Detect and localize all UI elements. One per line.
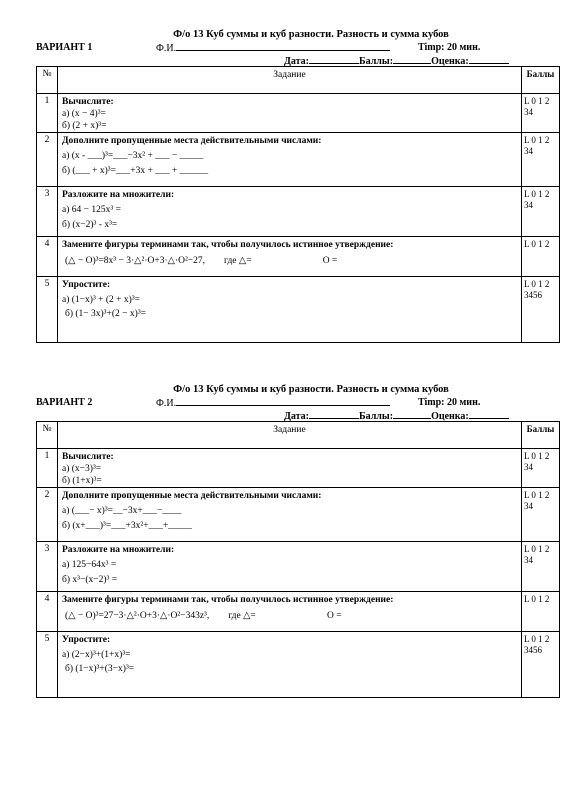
table-row <box>37 449 560 488</box>
task-table <box>36 66 560 343</box>
task-cell <box>58 632 522 698</box>
header-num: № <box>37 422 58 449</box>
table-row <box>37 187 560 237</box>
task-item: б) (x−2)³ - x³= <box>62 220 118 230</box>
student-info-row <box>36 396 546 409</box>
points-cell: L 0 1 2 <box>522 592 560 632</box>
worksheet-title: Ф/о 13 Куб суммы и куб разности. Разность и сумма кубов <box>173 29 449 40</box>
grade-label: Оценка: <box>431 411 469 422</box>
grade-label: Оценка: <box>431 56 469 67</box>
task-cell <box>58 277 522 343</box>
task-item: а) 125−64x³ = <box>62 560 117 570</box>
date-score-row <box>36 54 546 66</box>
header-num: № <box>37 67 58 94</box>
task-title: Вычислите: <box>62 97 114 107</box>
name-line <box>176 41 390 51</box>
date-line <box>309 409 359 419</box>
task-number: 5 <box>37 277 58 343</box>
name-field <box>156 396 390 410</box>
table-header-row <box>37 67 560 94</box>
variant-label: ВАРИАНТ 2 <box>36 397 93 408</box>
date-line <box>309 54 359 64</box>
task-number: 5 <box>37 632 58 698</box>
table-row <box>37 237 560 277</box>
task-number: 4 <box>37 237 58 277</box>
task-title: Разложите на множители: <box>62 545 175 555</box>
task-cell <box>58 592 522 632</box>
table-row <box>37 488 560 542</box>
task-item: а) (x−3)³= <box>62 464 102 474</box>
points-cell: L 0 1 2 34 <box>522 133 560 187</box>
task-item: а) (x − 4)³= <box>62 109 106 119</box>
task-item: б) (1− 3x)³+(2 − x)³= <box>65 309 147 319</box>
task-item: а) (___− x)³=__−3x+___−____ <box>62 506 182 516</box>
time-label: Timp: 20 мин. <box>418 42 481 53</box>
task-cell <box>58 94 522 133</box>
task-item: б) (x+___)³=___+3x²+___+_____ <box>62 521 192 531</box>
date-label: Дата: <box>284 411 309 422</box>
task-table <box>36 421 560 698</box>
table-row <box>37 133 560 187</box>
task-number: 4 <box>37 592 58 632</box>
task-title: Дополните пропущенные места действительными числами: <box>62 491 322 501</box>
time-label: Timp: 20 мин. <box>418 397 481 408</box>
points-cell: L 0 1 2 <box>522 237 560 277</box>
header-points: Баллы <box>522 422 560 449</box>
task-item: а) (1−x)³ + (2 + x)³= <box>62 295 141 305</box>
table-row <box>37 632 560 698</box>
task-number: 1 <box>37 94 58 133</box>
task-cell <box>58 133 522 187</box>
grade-line <box>469 54 509 64</box>
task-number: 2 <box>37 133 58 187</box>
score-label: Баллы: <box>359 411 394 422</box>
task-number: 3 <box>37 542 58 592</box>
name-line <box>176 396 390 406</box>
table-row <box>37 542 560 592</box>
task-title: Замените фигуры терминами так, чтобы получилось истинное утверждение: <box>62 595 394 605</box>
task-number: 2 <box>37 488 58 542</box>
variant-1-block <box>36 28 555 343</box>
task-number: 1 <box>37 449 58 488</box>
name-field <box>156 41 390 55</box>
task-item: б) (1+x)³= <box>62 476 102 486</box>
table-header-row <box>37 422 560 449</box>
task-item: (△ − O)³=27−3·△²·O+3·△·O²−343z³, где △= O = <box>65 611 342 621</box>
variant-label: ВАРИАНТ 1 <box>36 42 93 53</box>
header-points: Баллы <box>522 67 560 94</box>
task-cell <box>58 488 522 542</box>
table-row <box>37 94 560 133</box>
date-label: Дата: <box>284 56 309 67</box>
points-cell: L 0 1 2 3456 <box>522 277 560 343</box>
task-title: Замените фигуры терминами так, чтобы получилось истинное утверждение: <box>62 240 394 250</box>
task-title: Упростите: <box>62 280 111 290</box>
header-task: Задание <box>58 67 522 94</box>
points-cell: L 0 1 2 34 <box>522 488 560 542</box>
task-cell <box>58 542 522 592</box>
points-cell: L 0 1 2 34 <box>522 542 560 592</box>
points-cell: L 0 1 2 34 <box>522 94 560 133</box>
task-item: а) (2−x)³+(1+x)³= <box>62 650 131 660</box>
task-item: б) x³−(x−2)³ = <box>62 575 118 585</box>
score-label: Баллы: <box>359 56 394 67</box>
grade-line <box>469 409 509 419</box>
points-cell: L 0 1 2 3456 <box>522 632 560 698</box>
student-info-row <box>36 41 546 54</box>
task-number: 3 <box>37 187 58 237</box>
task-item: (△ − O)³=8x³ − 3·△²·O+3·△·O²−27, где △= O = <box>65 256 338 266</box>
task-title: Разложите на множители: <box>62 190 175 200</box>
task-item: б) (___ + x)³=___+3x + ___ + ______ <box>62 166 209 176</box>
table-row <box>37 592 560 632</box>
date-score-row <box>36 409 546 421</box>
table-row <box>37 277 560 343</box>
variant-2-block <box>36 383 555 698</box>
task-cell <box>58 449 522 488</box>
worksheet-title: Ф/о 13 Куб суммы и куб разности. Разность и сумма кубов <box>173 384 449 395</box>
points-cell: L 0 1 2 34 <box>522 187 560 237</box>
name-label: Ф.И. <box>156 43 177 54</box>
score-line <box>393 409 431 419</box>
name-label: Ф.И. <box>156 398 177 409</box>
task-item: б) (2 + x)³= <box>62 121 107 131</box>
points-cell: L 0 1 2 34 <box>522 449 560 488</box>
header-task: Задание <box>58 422 522 449</box>
task-title: Вычислите: <box>62 452 114 462</box>
task-item: а) (x - ___)³=___−3x² + ___ − _____ <box>62 151 204 161</box>
task-item: а) 64 − 125x³ = <box>62 205 121 215</box>
task-title: Дополните пропущенные места действительными числами: <box>62 136 322 146</box>
task-title: Упростите: <box>62 635 111 645</box>
task-cell <box>58 187 522 237</box>
task-item: б) (1−x)³+(3−x)³= <box>65 664 135 674</box>
score-line <box>393 54 431 64</box>
task-cell <box>58 237 522 277</box>
